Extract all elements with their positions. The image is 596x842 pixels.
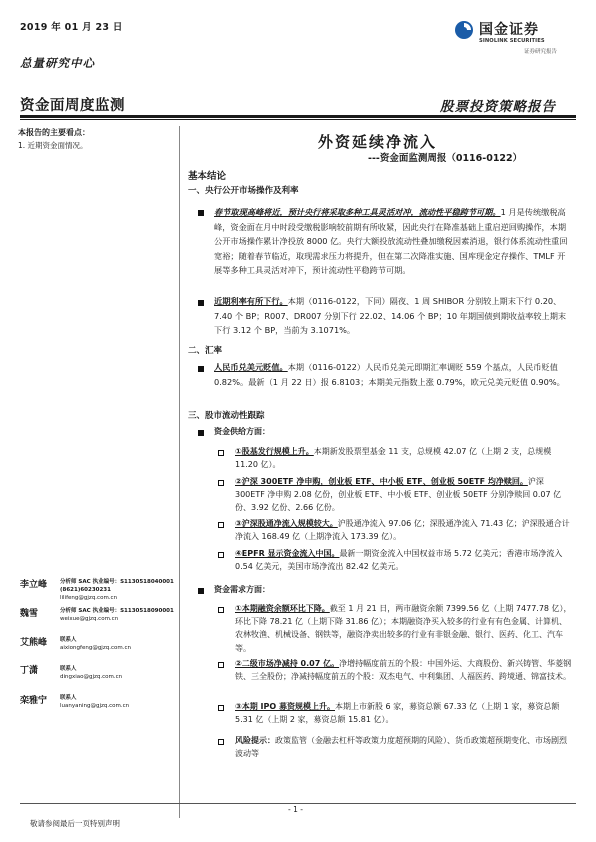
supply-heading: 资金供给方面： (214, 427, 270, 436)
demand-item-3 (235, 700, 572, 726)
item-lead: ①股基发行规模上升。 (235, 447, 314, 456)
item-body: 本期上市新股 6 家，募资总额 67.33 亿（上期 1 家，募资总额 5.31 亿（上期 2 家，募资总额 15.81 亿）。 (235, 702, 560, 725)
bullet-icon (198, 210, 204, 216)
analyst-info: 分析师 SAC 执业编号：S1130518090001 weixue@gjzq.com.cn (60, 608, 174, 622)
column-divider (179, 126, 180, 818)
logo-text-en: SINOLINK SECURITIES (479, 38, 545, 44)
item-body: 净增持幅度前五的个股：中国外运、大商股份、新兴铸管、华菱钢铁、三全股份；净减持幅度前五的个股：双杰电气、中利集团、人福医药、跨境通、锦富技术。 (235, 659, 572, 682)
item-lead: ④EPFR 显示资金流入中国。 (235, 549, 340, 558)
basic-conclusion-heading: 基本结论 (188, 171, 227, 182)
supply-item-3 (235, 517, 572, 543)
paragraph-lead: 近期利率有所下行。 (214, 296, 288, 306)
research-center: 总量研究中心 (20, 56, 95, 70)
header-rule (20, 115, 576, 118)
logo-text-cn: 国金证券 (479, 22, 539, 38)
paragraph-lead: 人民币兑美元贬值。 (214, 362, 288, 372)
supply-item-2 (235, 475, 572, 515)
demand-item-2 (235, 657, 572, 683)
square-bullet-icon (218, 450, 224, 456)
header-rule-thin (20, 119, 576, 120)
item-lead: ③沪深股通净流入规模较大。 (235, 519, 338, 528)
analyst-name: 栾雅宁 (20, 696, 48, 706)
bullet-icon (198, 588, 204, 594)
item-body: 沪深 300ETF 净申购 2.08 亿份，创业板 ETF、中小板 ETF、创业板 50ETF 分别净赎回 0.07 亿份、3.92 亿份、2.66 亿份。 (235, 477, 562, 513)
analyst-name: 魏雪 (20, 609, 39, 619)
paragraph-body: 1 月是传统缴税高峰，资金面在月中时段受缴税影响较前期有所收紧，因此央行在降准基础上重启逆回购操作，本期公开市场操作累计净投放 8000 亿。央行大额投放流动性叠加缴税因素消退，银行体系流动性重回宽裕；随着春节临近，取现需求压力将提升，但在第二次降准实施、国库现金定存操作、TMLF 开展等多种工具灵活对冲下，预计流动性平稳跨节可期。 (214, 207, 568, 276)
item-body: 最新一期资金流入中国权益市场 5.72 亿美元；香港市场净流入 0.54 亿美元，美国市场净流出 82.42 亿美元。 (235, 549, 563, 572)
section-heading-2: 二、汇率 (188, 346, 223, 356)
item-lead: ②二级市场净减持 0.07 亿。 (235, 659, 340, 668)
square-bullet-icon (218, 739, 224, 745)
analyst-name: 李立峰 (20, 580, 48, 590)
item-body: 本期新发股票型基金 11 支，总规模 42.07 亿（上期 2 支，总规模 11.20 亿）。 (235, 447, 552, 470)
item-body: 沪股通净流入 97.06 亿；深股通净流入 71.43 亿；沪深股通合计净流入 168.49 亿（上期净流入 173.39 亿）。 (235, 519, 570, 542)
item-lead: ②沪深 300ETF 净申购，创业板 ETF、中小板 ETF、创业板 50ETF 均净赎回。 (235, 477, 528, 486)
demand-item-1 (235, 602, 572, 655)
risk-body: 政策监管（金融去杠杆等政策力度超预期的风险）、货币政策超预期变化、市场剧烈波动等 (235, 736, 567, 759)
page-number: - 1 - (288, 805, 303, 814)
sidebar-item: 1. 近期资金面情况。 (18, 141, 88, 150)
risk-lead: 风险提示： (235, 736, 275, 745)
analyst-name: 艾熊峰 (20, 638, 48, 648)
square-bullet-icon (218, 522, 224, 528)
sidebar-title: 本报告的主要看点： (18, 128, 90, 137)
square-bullet-icon (218, 607, 224, 613)
report-type-right: 股票投资策略报告 (440, 99, 556, 115)
footer-disclaimer: 敬请参阅最后一页特别声明 (30, 819, 120, 828)
bullet-icon (198, 300, 204, 306)
analyst-name: 丁潇 (20, 666, 39, 676)
report-date: 2019 年 01 月 23 日 (20, 22, 123, 33)
main-subtitle: ---资金面监测周报（0116-0122） (368, 153, 523, 164)
analyst-info: 分析师 SAC 执业编号：S1130518040001 (8621)60230231 lilifeng@gjzq.com.cn (60, 579, 174, 601)
paragraph-body: 本期（0116-0122）人民币兑美元即期汇率调贬 559 个基点，人民币贬值 0.82%。最新（1 月 22 日）报 6.8103；本期美元指数上涨 0.79%，欧元兑美元贬值 0.90%。 (214, 362, 565, 387)
paragraph-lead: 春节取现高峰将近，预计央行将采取多种工具灵活对冲，流动性平稳跨节可期。 (214, 207, 501, 217)
paragraph-body: 本期（0116-0122，下同）隔夜、1 周 SHIBOR 分别较上期末下行 0.20、7.40 个 BP；R007、DR007 分别下行 22.02、14.06 个 BP；10 年期国债到期收益率较上期末下行 3.12 个 BP，当前为 3.1071%。 (214, 296, 567, 336)
supply-item-4 (235, 547, 572, 573)
item-body: 截至 1 月 21 日，两市融资余额 7399.56 亿（上期 7477.78 亿），环比下降 78.21 亿（上期下降 31.86 亿）；本期融资净买入较多的行业有有色金属、计算机、农林牧渔、机械设备、钢铁等，融资净卖出较多的行业有非银金融、银行、医药、化工、汽车等。 (235, 604, 572, 653)
main-title: 外资延续净流入 (317, 133, 437, 151)
logo-subtitle: 证券研究报告 (524, 49, 558, 55)
footer-rule (20, 803, 576, 804)
item-lead: ①本期融资余额环比下降。 (235, 604, 330, 613)
analyst-info: 联系人 luanyaning@gjzq.com.cn (60, 695, 130, 709)
square-bullet-icon (218, 480, 224, 486)
square-bullet-icon (218, 662, 224, 668)
demand-heading: 资金需求方面： (214, 585, 270, 594)
section-heading-1: 一、央行公开市场操作及利率 (188, 186, 299, 196)
bullet-icon (198, 430, 204, 436)
risk-warning (235, 734, 572, 760)
report-type-left: 资金面周度监测 (20, 98, 125, 114)
paragraph-liquidity (214, 205, 570, 278)
analyst-info: 联系人 aixiongfeng@gjzq.com.cn (60, 637, 131, 651)
analyst-info: 联系人 dingxiao@gjzq.com.cn (60, 666, 123, 680)
square-bullet-icon (218, 552, 224, 558)
bullet-icon (198, 366, 204, 372)
logo-mark-icon (454, 20, 474, 40)
paragraph-fx (214, 360, 570, 389)
supply-item-1 (235, 445, 572, 471)
square-bullet-icon (218, 705, 224, 711)
section-heading-3: 三、股市流动性跟踪 (188, 411, 265, 421)
paragraph-rates (214, 294, 570, 338)
item-lead: ③本期 IPO 募资规模上升。 (235, 702, 335, 711)
